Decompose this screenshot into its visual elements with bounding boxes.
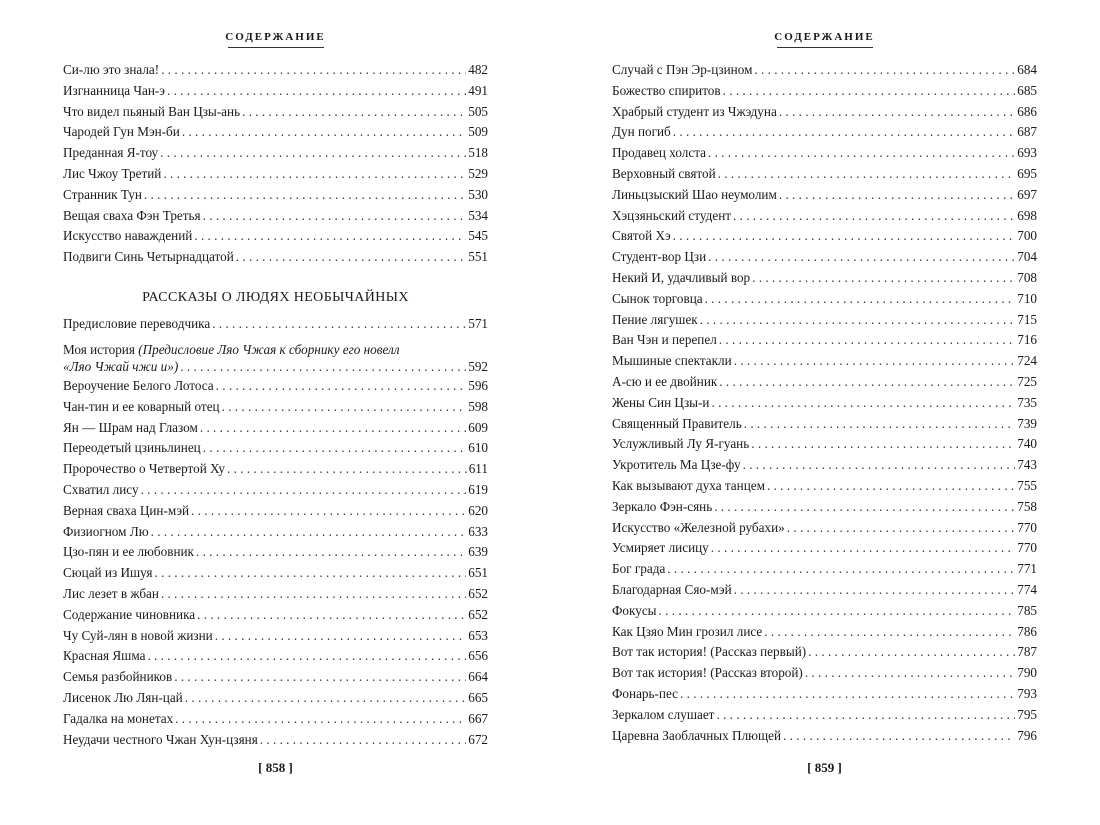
running-head-text: СОДЕРЖАНИЕ [225, 31, 326, 43]
toc-entry-page: 786 [1017, 623, 1037, 639]
toc-entry [612, 83, 1037, 104]
toc-entry-page: 509 [468, 124, 488, 140]
toc-entry [63, 378, 488, 399]
toc-entry [63, 249, 488, 270]
toc-entry [612, 208, 1037, 229]
toc-entry-page: 652 [468, 585, 488, 601]
dot-leader [751, 436, 1015, 452]
toc-entry-page: 482 [468, 62, 488, 77]
toc-entry-title: Преданная Я-тоу [63, 145, 159, 161]
toc-entry-title: Лис Чжоу Третий [63, 165, 162, 181]
toc-list-top [63, 62, 488, 270]
toc-entry [63, 586, 488, 607]
toc-entry-title: Неудачи честного Чжан Хун-цзяня [63, 731, 258, 747]
toc-entry [63, 565, 488, 586]
toc-entry-title: Пророчество о Четвертой Ху [63, 461, 226, 477]
toc-entry-page: 740 [1017, 436, 1037, 452]
toc-entry [612, 582, 1037, 603]
toc-entry [63, 732, 488, 753]
toc-entry-page: 672 [468, 731, 488, 747]
toc-entry [63, 62, 488, 83]
toc-entry-page: 686 [1017, 103, 1037, 119]
toc-entry-title: Божество спиритов [612, 82, 721, 98]
toc-entry-title: Фонарь-пес [612, 685, 679, 701]
dot-leader [673, 124, 1015, 140]
dot-leader [808, 644, 1015, 660]
toc-entry-title: Пение лягушек [612, 311, 698, 327]
toc-entry-title: Как вызывают духа танцем [612, 477, 765, 493]
dot-leader [160, 145, 466, 161]
toc-entry-note: «Ляо Чжай чжи и») [63, 359, 179, 374]
toc-entry-title: Священный Правитель [612, 415, 742, 431]
toc-entry [63, 208, 488, 229]
toc-entry-page: 758 [1017, 498, 1037, 514]
toc-entry-page: 665 [468, 689, 488, 705]
toc-entry [612, 270, 1037, 291]
toc-entry-title: Си-лю это знала! [63, 62, 160, 77]
toc-entry [612, 353, 1037, 374]
toc-entry [612, 104, 1037, 125]
dot-leader [141, 482, 467, 498]
dot-leader [705, 291, 1016, 307]
toc-entry-page: 592 [468, 359, 488, 374]
toc-entry [612, 332, 1037, 353]
dot-leader [754, 62, 1015, 78]
dot-leader [167, 83, 466, 99]
toc-entry [63, 104, 488, 125]
dot-leader [779, 104, 1015, 120]
dot-leader [163, 166, 466, 182]
toc-entry-title: Красная Яшма [63, 648, 146, 664]
toc-entry-note: (Предисловие Ляо Чжая к сборнику его новелл [138, 342, 400, 357]
toc-entry-title: Подвиги Синь Четырнадцатой [63, 249, 234, 265]
dot-leader [182, 124, 466, 140]
dot-leader [147, 648, 466, 664]
toc-entry [612, 457, 1037, 478]
toc-entry [612, 624, 1037, 645]
dot-leader [719, 374, 1015, 390]
toc-entry [612, 436, 1037, 457]
dot-leader [718, 166, 1016, 182]
toc-entry-title: Ян — Шрам над Глазом [63, 419, 198, 435]
toc-entry [612, 540, 1037, 561]
toc-entry-title: Случай с Пэн Эр-цзином [612, 62, 753, 77]
toc-entry-page: 796 [1017, 727, 1037, 743]
dot-leader [222, 399, 467, 415]
toc-entry [612, 644, 1037, 665]
toc-entry [612, 686, 1037, 707]
dot-leader [787, 520, 1015, 536]
toc-entry-page: 639 [468, 544, 488, 560]
toc-entry-title: Линьцзыский Шао неумолим [612, 186, 777, 202]
dot-leader [200, 420, 466, 436]
toc-entry [612, 187, 1037, 208]
toc-entry-title: Лис лезет в жбан [63, 585, 159, 601]
toc-entry-title: Ван Чэн и перепел [612, 332, 717, 348]
dot-leader [161, 586, 466, 602]
toc-entry-page: 725 [1017, 373, 1037, 389]
toc-entry [63, 316, 488, 338]
toc-entry-title: Храбрый студент из Чжэдуна [612, 103, 777, 119]
toc-entry-page: 610 [468, 440, 488, 456]
dot-leader [196, 544, 466, 560]
toc-entry-title: Странник Тун [63, 186, 142, 202]
toc-entry-page: 571 [468, 316, 488, 331]
toc-entry-title: Семья разбойников [63, 669, 173, 685]
dot-leader [197, 607, 466, 623]
toc-entry [63, 503, 488, 524]
toc-entry [63, 690, 488, 711]
dot-leader [673, 228, 1016, 244]
toc-entry-title: Благодарная Сяо-мэй [612, 581, 732, 597]
toc-entry-page: 755 [1017, 477, 1037, 493]
toc-entry-page: 735 [1017, 394, 1037, 410]
dot-leader [734, 353, 1016, 369]
toc-entry-page: 534 [468, 207, 488, 223]
toc-entry [612, 228, 1037, 249]
dot-leader [155, 565, 467, 581]
dot-leader [767, 478, 1015, 494]
toc-entry-page: 785 [1017, 602, 1037, 618]
toc-entry-title: Искусство «Железной рубахи» [612, 519, 785, 535]
toc-entry-page: 518 [468, 145, 488, 161]
dot-leader [203, 208, 467, 224]
toc-entry [612, 665, 1037, 686]
toc-entry-title: Верная сваха Цин-мэй [63, 502, 190, 518]
toc-entry [63, 628, 488, 649]
toc-entry-title: Чу Суй-лян в новой жизни [63, 627, 213, 643]
toc-entry-page: 693 [1017, 145, 1037, 161]
dot-leader [680, 686, 1015, 702]
toc-entry-page: 708 [1017, 269, 1037, 285]
toc-entry-page: 596 [468, 378, 488, 393]
dot-leader [779, 187, 1015, 203]
left-page [63, 0, 488, 825]
toc-entry [63, 544, 488, 565]
toc-entry [612, 291, 1037, 312]
toc-entry-title: Искусство наваждений [63, 228, 193, 244]
toc-entry-page: 787 [1017, 644, 1037, 660]
toc-entry-line [63, 358, 488, 378]
dot-leader [711, 395, 1015, 411]
dot-leader [227, 461, 467, 477]
toc-entry-line [63, 341, 488, 358]
toc-entry-title: Вероучение Белого Лотоса [63, 378, 214, 393]
toc-entry [612, 312, 1037, 333]
toc-entry [63, 482, 488, 503]
toc-entry [63, 83, 488, 104]
toc-entry [612, 395, 1037, 416]
toc-entry [63, 228, 488, 249]
dot-leader [711, 540, 1015, 556]
dot-leader [194, 228, 466, 244]
toc-entry-title: Услужливый Лу Я-гуань [612, 436, 750, 452]
toc-entry [612, 124, 1037, 145]
toc-entry-page: 652 [468, 606, 488, 622]
toc-entry [63, 711, 488, 732]
toc-entry-page: 698 [1017, 207, 1037, 223]
toc-entry-title: Студент-вор Цзи [612, 249, 707, 265]
toc-entry [63, 669, 488, 690]
toc-entry-page: 743 [1017, 457, 1037, 473]
toc-entry-page: 620 [468, 502, 488, 518]
toc-entry-multiline [63, 341, 488, 378]
toc-entry-title: Гадалка на монетах [63, 710, 174, 726]
toc-entry-page: 795 [1017, 706, 1037, 722]
dot-leader [180, 358, 466, 375]
toc-entry-page: 685 [1017, 82, 1037, 98]
toc-entry-page: 790 [1017, 665, 1037, 681]
toc-entry-page: 651 [468, 565, 488, 581]
toc-entry [612, 374, 1037, 395]
dot-leader [734, 582, 1016, 598]
toc-entry [612, 416, 1037, 437]
toc-entry [612, 478, 1037, 499]
dot-leader [215, 628, 466, 644]
toc-entry-page: 667 [468, 710, 488, 726]
toc-entry-title: Бог града [612, 561, 666, 577]
dot-leader [714, 499, 1015, 515]
toc-entry-page: 598 [468, 398, 488, 414]
toc-entry-title: Моя история [63, 342, 135, 357]
dot-leader [151, 524, 467, 540]
dot-leader [764, 624, 1015, 640]
toc-entry-title: Чародей Гун Мэн-би [63, 124, 180, 140]
section-heading: РАССКАЗЫ О ЛЮДЯХ НЕОБЫЧАЙНЫХ [142, 290, 409, 305]
toc-entry-title: Дун погиб [612, 124, 671, 140]
toc-entry-title: Фокусы [612, 602, 657, 618]
running-head-text: СОДЕРЖАНИЕ [774, 31, 875, 43]
dot-leader [805, 665, 1015, 681]
toc-entry [612, 249, 1037, 270]
toc-entry [63, 166, 488, 187]
toc-entry-title: Зеркалом слушает [612, 706, 715, 722]
toc-entry-title: Жены Син Цзы-и [612, 394, 710, 410]
toc-entry-page: 687 [1017, 124, 1037, 140]
toc-entry [63, 145, 488, 166]
toc-entry-page: 770 [1017, 519, 1037, 535]
toc-entry-page: 551 [468, 249, 488, 265]
toc-entry-page: 695 [1017, 165, 1037, 181]
toc-entry-title: Сынок торговца [612, 290, 703, 306]
toc-entry-title: Некий И, удачливый вор [612, 269, 751, 285]
dot-leader [236, 249, 466, 265]
toc-entry-title: Схватил лису [63, 481, 139, 497]
dot-leader [260, 732, 466, 748]
running-head [612, 31, 1037, 48]
toc-entry [612, 707, 1037, 728]
toc-entry-page: 710 [1017, 290, 1037, 306]
toc-entry [63, 524, 488, 545]
toc-entry [63, 607, 488, 628]
toc-entry-page: 700 [1017, 228, 1037, 244]
toc-entry [63, 648, 488, 669]
toc-entry-page: 505 [468, 103, 488, 119]
toc-entry [612, 728, 1037, 749]
dot-leader [203, 440, 466, 456]
toc-entry-page: 704 [1017, 249, 1037, 265]
dot-leader [659, 603, 1016, 619]
toc-entry [612, 166, 1037, 187]
running-head [63, 31, 488, 48]
toc-entry-title: Что видел пьяный Ван Цзы-ань [63, 103, 241, 119]
dot-leader [743, 457, 1016, 473]
dot-leader [667, 561, 1015, 577]
toc-entry-page: 491 [468, 82, 488, 98]
toc-entry [63, 124, 488, 145]
toc-entry-title: Укротитель Ма Цзе-фу [612, 457, 741, 473]
toc-entry-title: Изгнанница Чан-э [63, 82, 165, 98]
toc-entry-title: Вот так история! (Рассказ второй) [612, 665, 803, 681]
toc-entry [612, 145, 1037, 166]
toc-entry [63, 440, 488, 461]
toc-entry-title: Царевна Заоблачных Плющей [612, 727, 782, 743]
page-number: [ 859 ] [807, 760, 842, 775]
dot-leader [144, 187, 466, 203]
dot-leader [744, 416, 1016, 432]
toc-entry-page: 656 [468, 648, 488, 664]
dot-leader [708, 145, 1015, 161]
dot-leader [719, 332, 1015, 348]
toc-entry [63, 461, 488, 482]
toc-entry-page: 739 [1017, 415, 1037, 431]
dot-leader [783, 728, 1015, 744]
dot-leader [752, 270, 1015, 286]
toc-entry-page: 609 [468, 419, 488, 435]
toc-entry-title: Лисенок Лю Лян-цай [63, 689, 183, 705]
dot-leader [716, 707, 1015, 723]
dot-leader [733, 208, 1015, 224]
toc-list-bottom [63, 316, 488, 752]
dot-leader [216, 378, 467, 394]
toc-entry-page: 530 [468, 186, 488, 202]
toc-entry [63, 187, 488, 208]
toc-entry-title: Святой Хэ [612, 228, 671, 244]
toc-entry-title: Содержание чиновника [63, 606, 196, 622]
dot-leader [242, 104, 466, 120]
toc-entry-page: 697 [1017, 186, 1037, 202]
running-head-rule [228, 47, 324, 48]
dot-leader [700, 312, 1016, 328]
toc-entry-title: Чан-тин и ее коварный отец [63, 398, 220, 414]
toc-entry [612, 603, 1037, 624]
toc-entry-page: 715 [1017, 311, 1037, 327]
toc-entry-title: Хэцзяньский студент [612, 207, 732, 223]
toc-entry-title: Вещая сваха Фэн Третья [63, 207, 201, 223]
dot-leader [175, 711, 466, 727]
toc-entry-title: Как Цзяо Мин грозил лисе [612, 623, 763, 639]
toc-entry-page: 619 [468, 481, 488, 497]
toc-entry-page: 684 [1017, 62, 1037, 77]
toc-entry-page: 771 [1017, 561, 1037, 577]
toc-entry-title: Верховный святой [612, 165, 716, 181]
toc-entry-page: 724 [1017, 353, 1037, 369]
toc-entry-title: Мышиные спектакли [612, 353, 732, 369]
toc-entry-page: 716 [1017, 332, 1037, 348]
toc-entry-page: 653 [468, 627, 488, 643]
dot-leader [174, 669, 466, 685]
toc-entry-page: 774 [1017, 581, 1037, 597]
toc-entry-page: 793 [1017, 685, 1037, 701]
toc-entry [63, 399, 488, 420]
toc-entry-page: 529 [468, 165, 488, 181]
toc-entry-title: Физиогном Лю [63, 523, 149, 539]
toc-entry-title: Усмиряет лисицу [612, 540, 709, 556]
toc-entry-page: 770 [1017, 540, 1037, 556]
right-page [612, 0, 1037, 825]
toc-entry-page: 611 [468, 461, 488, 477]
dot-leader [212, 316, 466, 332]
dot-leader [723, 83, 1016, 99]
toc-entry-page: 633 [468, 523, 488, 539]
toc-entry-title: Цзо-пян и ее любовник [63, 544, 194, 560]
toc-entry [612, 520, 1037, 541]
dot-leader [708, 249, 1015, 265]
toc-entry-title: Зеркало Фэн-сянь [612, 498, 713, 514]
toc-entry [612, 499, 1037, 520]
toc-entry [612, 561, 1037, 582]
toc-entry-title: Продавец холста [612, 145, 706, 161]
toc-entry-title: Предисловие переводчика [63, 316, 211, 331]
toc-entry-title: Сюцай из Ишуя [63, 565, 153, 581]
toc-list [612, 62, 1037, 748]
toc-entry-title: Переодетый цзиньлинец [63, 440, 201, 456]
dot-leader [161, 62, 466, 78]
running-head-rule [777, 47, 873, 48]
page-number: [ 858 ] [258, 760, 293, 775]
toc-entry [612, 62, 1037, 83]
toc-entry-title: А-сю и ее двойник [612, 373, 718, 389]
toc-entry-page: 664 [468, 669, 488, 685]
dot-leader [191, 503, 466, 519]
toc-entry [63, 420, 488, 441]
dot-leader [185, 690, 466, 706]
toc-entry-title: Вот так история! (Рассказ первый) [612, 644, 807, 660]
toc-entry-page: 545 [468, 228, 488, 244]
